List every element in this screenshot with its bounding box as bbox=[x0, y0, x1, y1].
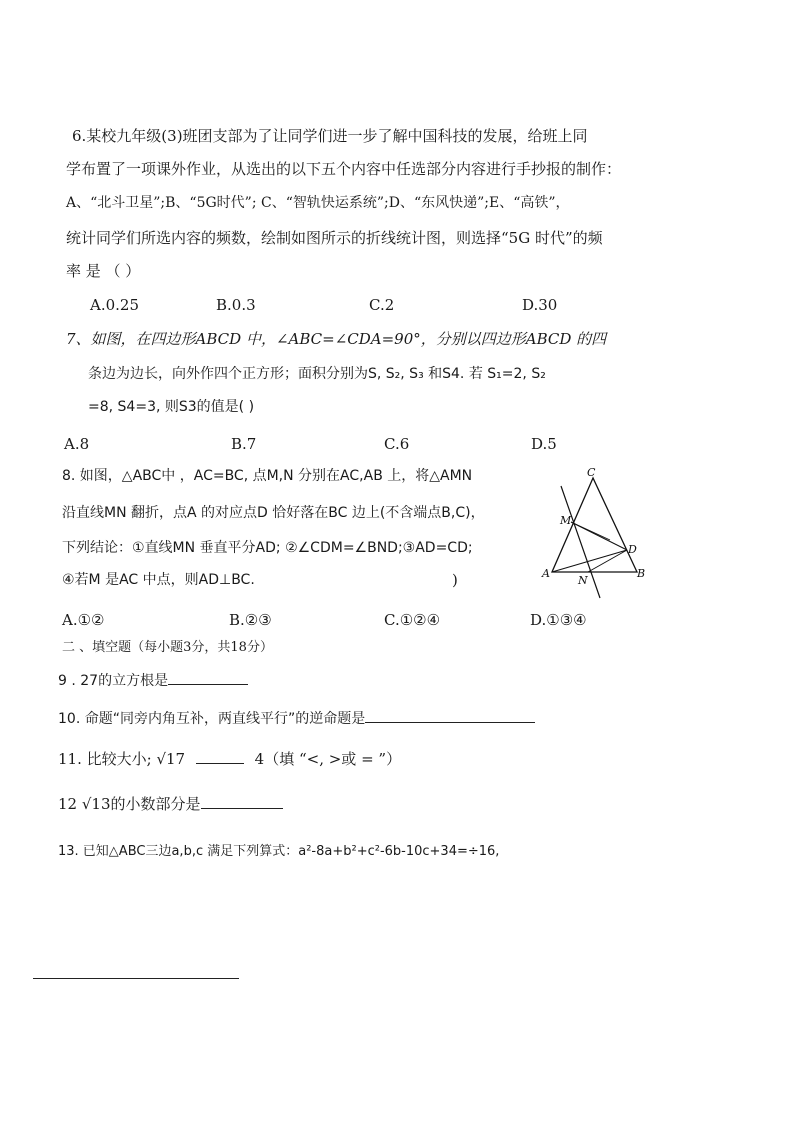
label-m: M bbox=[560, 514, 572, 527]
label-d: D bbox=[628, 543, 637, 556]
label-b: B bbox=[637, 567, 646, 580]
q9-answer-blank[interactable] bbox=[168, 668, 248, 685]
q7-option-d: D.5 bbox=[531, 435, 557, 453]
q9-item bbox=[58, 668, 248, 691]
q7-option-a: A.8 bbox=[64, 435, 90, 453]
q8-line-4: ④若M 是AC 中点，则AD⊥BC. bbox=[62, 572, 255, 588]
q8-option-c: C.①②④ bbox=[384, 611, 441, 629]
q13-text: 13. 已知△ABC三边a,b,c 满足下列算式：a²-8a+b²+c²-6b-10c+34=÷16, bbox=[58, 844, 500, 859]
q8-paren: ) bbox=[452, 571, 458, 589]
q12-text: 12 √13的小数部分是 bbox=[58, 795, 201, 813]
q7-line-3: =8, S4=3, 则S3的值是( ) bbox=[88, 399, 255, 415]
q12-item bbox=[58, 792, 283, 814]
q6-line-4: 统计同学们所选内容的频数，绘制如图所示的折线统计图，则选择“5G 时代”的频 bbox=[66, 229, 603, 247]
q7-line-2: 条边为边长，向外作四个正方形；面积分别为S, S₂, S₃ 和S4. 若 S₁=2, S₂ bbox=[88, 366, 546, 382]
q8-line-1: 8. 如图，△ABC中 ，AC=BC, 点M,N 分别在AC,AB 上，将△AMN bbox=[62, 468, 473, 484]
footnote-separator bbox=[33, 978, 239, 979]
q7-option-c: C.6 bbox=[384, 435, 410, 453]
q8-option-d: D.①③④ bbox=[530, 611, 587, 629]
q11-prefix: 11. 比较大小; √17 bbox=[58, 750, 186, 768]
q8-triangle-figure bbox=[538, 466, 648, 606]
q6-line-2: 学布置了一项课外作业，从选出的以下五个内容中任选部分内容进行手抄报的制作： bbox=[66, 160, 622, 178]
q8-option-b: B.②③ bbox=[229, 611, 272, 629]
q10-item bbox=[58, 706, 535, 729]
q10-text: 10. 命题“同旁内角互补，两直线平行”的逆命题是 bbox=[58, 711, 366, 727]
q6-option-b: B.0.3 bbox=[216, 296, 256, 314]
q9-text: 9 . 27的立方根是 bbox=[58, 673, 169, 689]
q11-suffix: 4（填 “<, >或 = ”） bbox=[254, 750, 402, 768]
label-c: C bbox=[587, 466, 596, 479]
q11-item bbox=[58, 747, 401, 769]
q6-line-5: 率 是 （ ） bbox=[66, 262, 141, 280]
q8-option-a: A.①② bbox=[62, 611, 105, 629]
q6-line-1: 6.某校九年级(3)班团支部为了让同学们进一步了解中国科技的发展，给班上同 bbox=[72, 127, 588, 145]
q6-line-3: A、“北斗卫星”;B、“5G时代”; C、“智轨快运系统”;D、“东风快递”;E、“高铁”， bbox=[66, 195, 570, 211]
label-n: N bbox=[578, 574, 588, 587]
section-heading: 二 、填空题（每小题3分，共18分） bbox=[62, 640, 273, 655]
q6-option-a: A.0.25 bbox=[90, 296, 139, 314]
q8-line-2: 沿直线MN 翻折，点A 的对应点D 恰好落在BC 边上(不含端点B,C)， bbox=[62, 505, 485, 521]
q6-option-c: C.2 bbox=[369, 296, 395, 314]
q12-answer-blank[interactable] bbox=[201, 792, 283, 809]
label-a: A bbox=[542, 567, 550, 580]
q8-line-3: 下列结论：①直线MN 垂直平分AD; ②∠CDM=∠BND;③AD=CD; bbox=[62, 540, 473, 556]
q11-answer-blank[interactable] bbox=[196, 747, 244, 764]
q10-answer-blank[interactable] bbox=[365, 706, 535, 723]
q7-line-1: 7、如图，在四边形ABCD 中，∠ABC=∠CDA=90°，分别以四边形ABCD 的四 bbox=[66, 330, 607, 348]
segment-nd bbox=[588, 550, 627, 572]
q6-option-d: D.30 bbox=[522, 296, 558, 314]
q7-option-b: B.7 bbox=[231, 435, 257, 453]
